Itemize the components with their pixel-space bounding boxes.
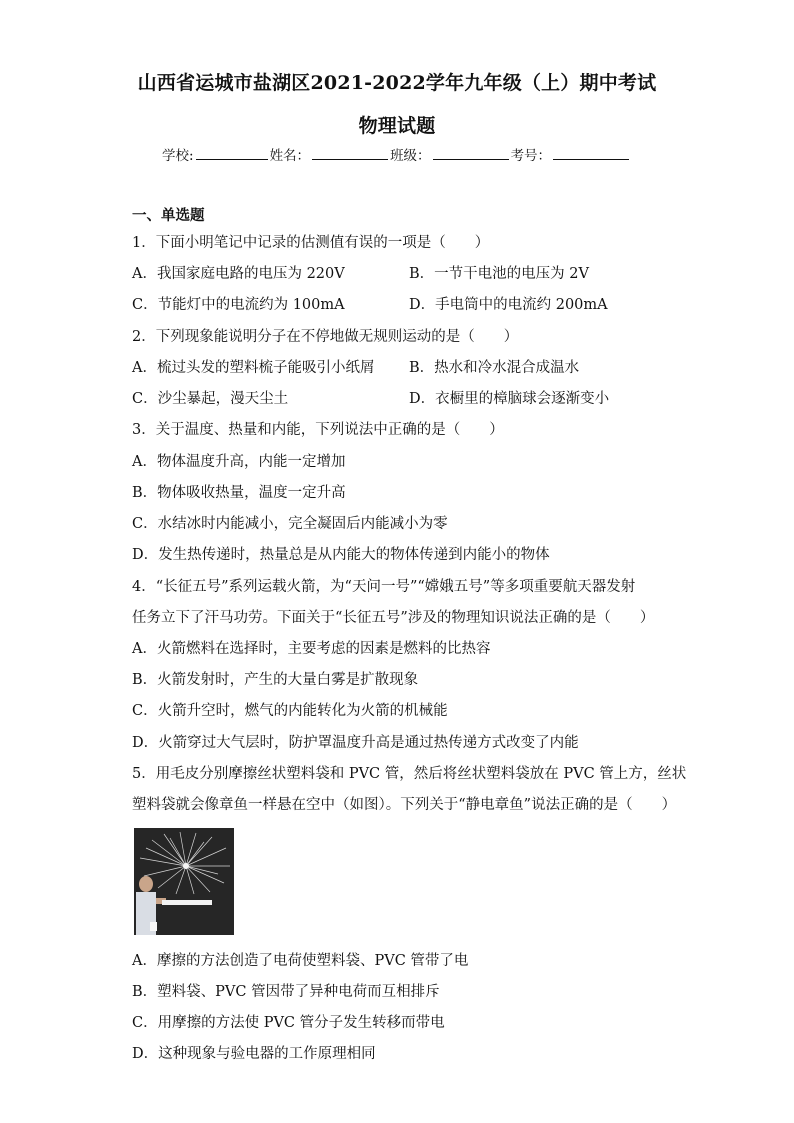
q3-option-c: C．水结冰时内能减小，完全凝固后内能减小为零 <box>132 516 448 532</box>
q1-option-b: B．一节干电池的电压为 2V <box>409 266 589 282</box>
q3-stem: 3．关于温度、热量和内能，下列说法中正确的是（ ） <box>132 422 504 438</box>
q4-stem-line2: 任务立下了汗马功劳。下面关于“长征五号”涉及的物理知识说法正确的是（ ） <box>132 610 655 626</box>
q3-option-b: B．物体吸收热量，温度一定升高 <box>132 485 346 501</box>
student-info-row <box>162 144 631 164</box>
q5-option-b: B．塑料袋、PVC 管因带了异种电荷而互相排斥 <box>132 984 440 1000</box>
q2-option-b: B．热水和冷水混合成温水 <box>409 360 580 376</box>
name-blank <box>312 145 388 160</box>
q3-option-d: D．发生热传递时，热量总是从内能大的物体传递到内能小的物体 <box>132 547 550 563</box>
class-blank <box>433 145 509 160</box>
q5-option-c: C．用摩擦的方法使 PVC 管分子发生转移而带电 <box>132 1015 445 1031</box>
q3-option-a: A．物体温度升高，内能一定增加 <box>132 454 346 470</box>
q5-stem-line2: 塑料袋就会像章鱼一样悬在空中（如图）。下列关于“静电章鱼”说法正确的是（ ） <box>132 797 677 813</box>
q4-option-a: A．火箭燃料在选择时，主要考虑的因素是燃料的比热容 <box>132 641 491 657</box>
q4-option-c: C．火箭升空时，燃气的内能转化为火箭的机械能 <box>132 703 448 719</box>
q4-stem-line1: 4．“长征五号”系列运载火箭，为“天问一号”“嫦娥五号”等多项重要航天器发射 <box>132 579 636 595</box>
q2-option-d: D．衣橱里的樟脑球会逐渐变小 <box>409 391 610 407</box>
exam-number-label: 考号： <box>510 148 552 164</box>
exam-title: 山西省运城市盐湖区2021-2022学年九年级（上）期中考试 <box>137 72 657 94</box>
q5-stem-line1: 5．用毛皮分别摩擦丝状塑料袋和 PVC 管，然后将丝状塑料袋放在 PVC 管上方，丝状 <box>132 766 687 782</box>
q1-option-c: C．节能灯中的电流约为 100mA <box>132 297 345 313</box>
class-label: 班级： <box>390 148 431 164</box>
q4-option-b: B．火箭发射时，产生的大量白雾是扩散现象 <box>132 672 419 688</box>
section-title: 一、单选题 <box>132 207 205 224</box>
q2-option-c: C．沙尘暴起，漫天尘土 <box>132 391 289 407</box>
static-octopus-illustration <box>134 828 234 935</box>
exam-number-blank <box>553 145 629 160</box>
q2-stem: 2．下列现象能说明分子在不停地做无规则运动的是（ ） <box>132 329 519 345</box>
name-label: 姓名： <box>269 148 311 164</box>
static-octopus-photo <box>134 828 234 935</box>
q4-option-d: D．火箭穿过大气层时，防护罩温度升高是通过热传递方式改变了内能 <box>132 735 579 751</box>
exam-subtitle: 物理试题 <box>358 115 436 137</box>
q1-option-a: A．我国家庭电路的电压为 220V <box>132 266 345 282</box>
q5-option-a: A．摩擦的方法创造了电荷使塑料袋、PVC 管带了电 <box>132 953 469 969</box>
school-blank <box>196 145 268 160</box>
q5-option-d: D．这种现象与验电器的工作原理相同 <box>132 1046 376 1062</box>
q1-option-d: D．手电筒中的电流约 200mA <box>409 297 608 313</box>
q1-stem: 1．下面小明笔记中记录的估测值有误的一项是（ ） <box>132 235 490 251</box>
school-label: 学校: <box>162 148 194 164</box>
q2-option-a: A．梳过头发的塑料梳子能吸引小纸屑 <box>132 360 375 376</box>
